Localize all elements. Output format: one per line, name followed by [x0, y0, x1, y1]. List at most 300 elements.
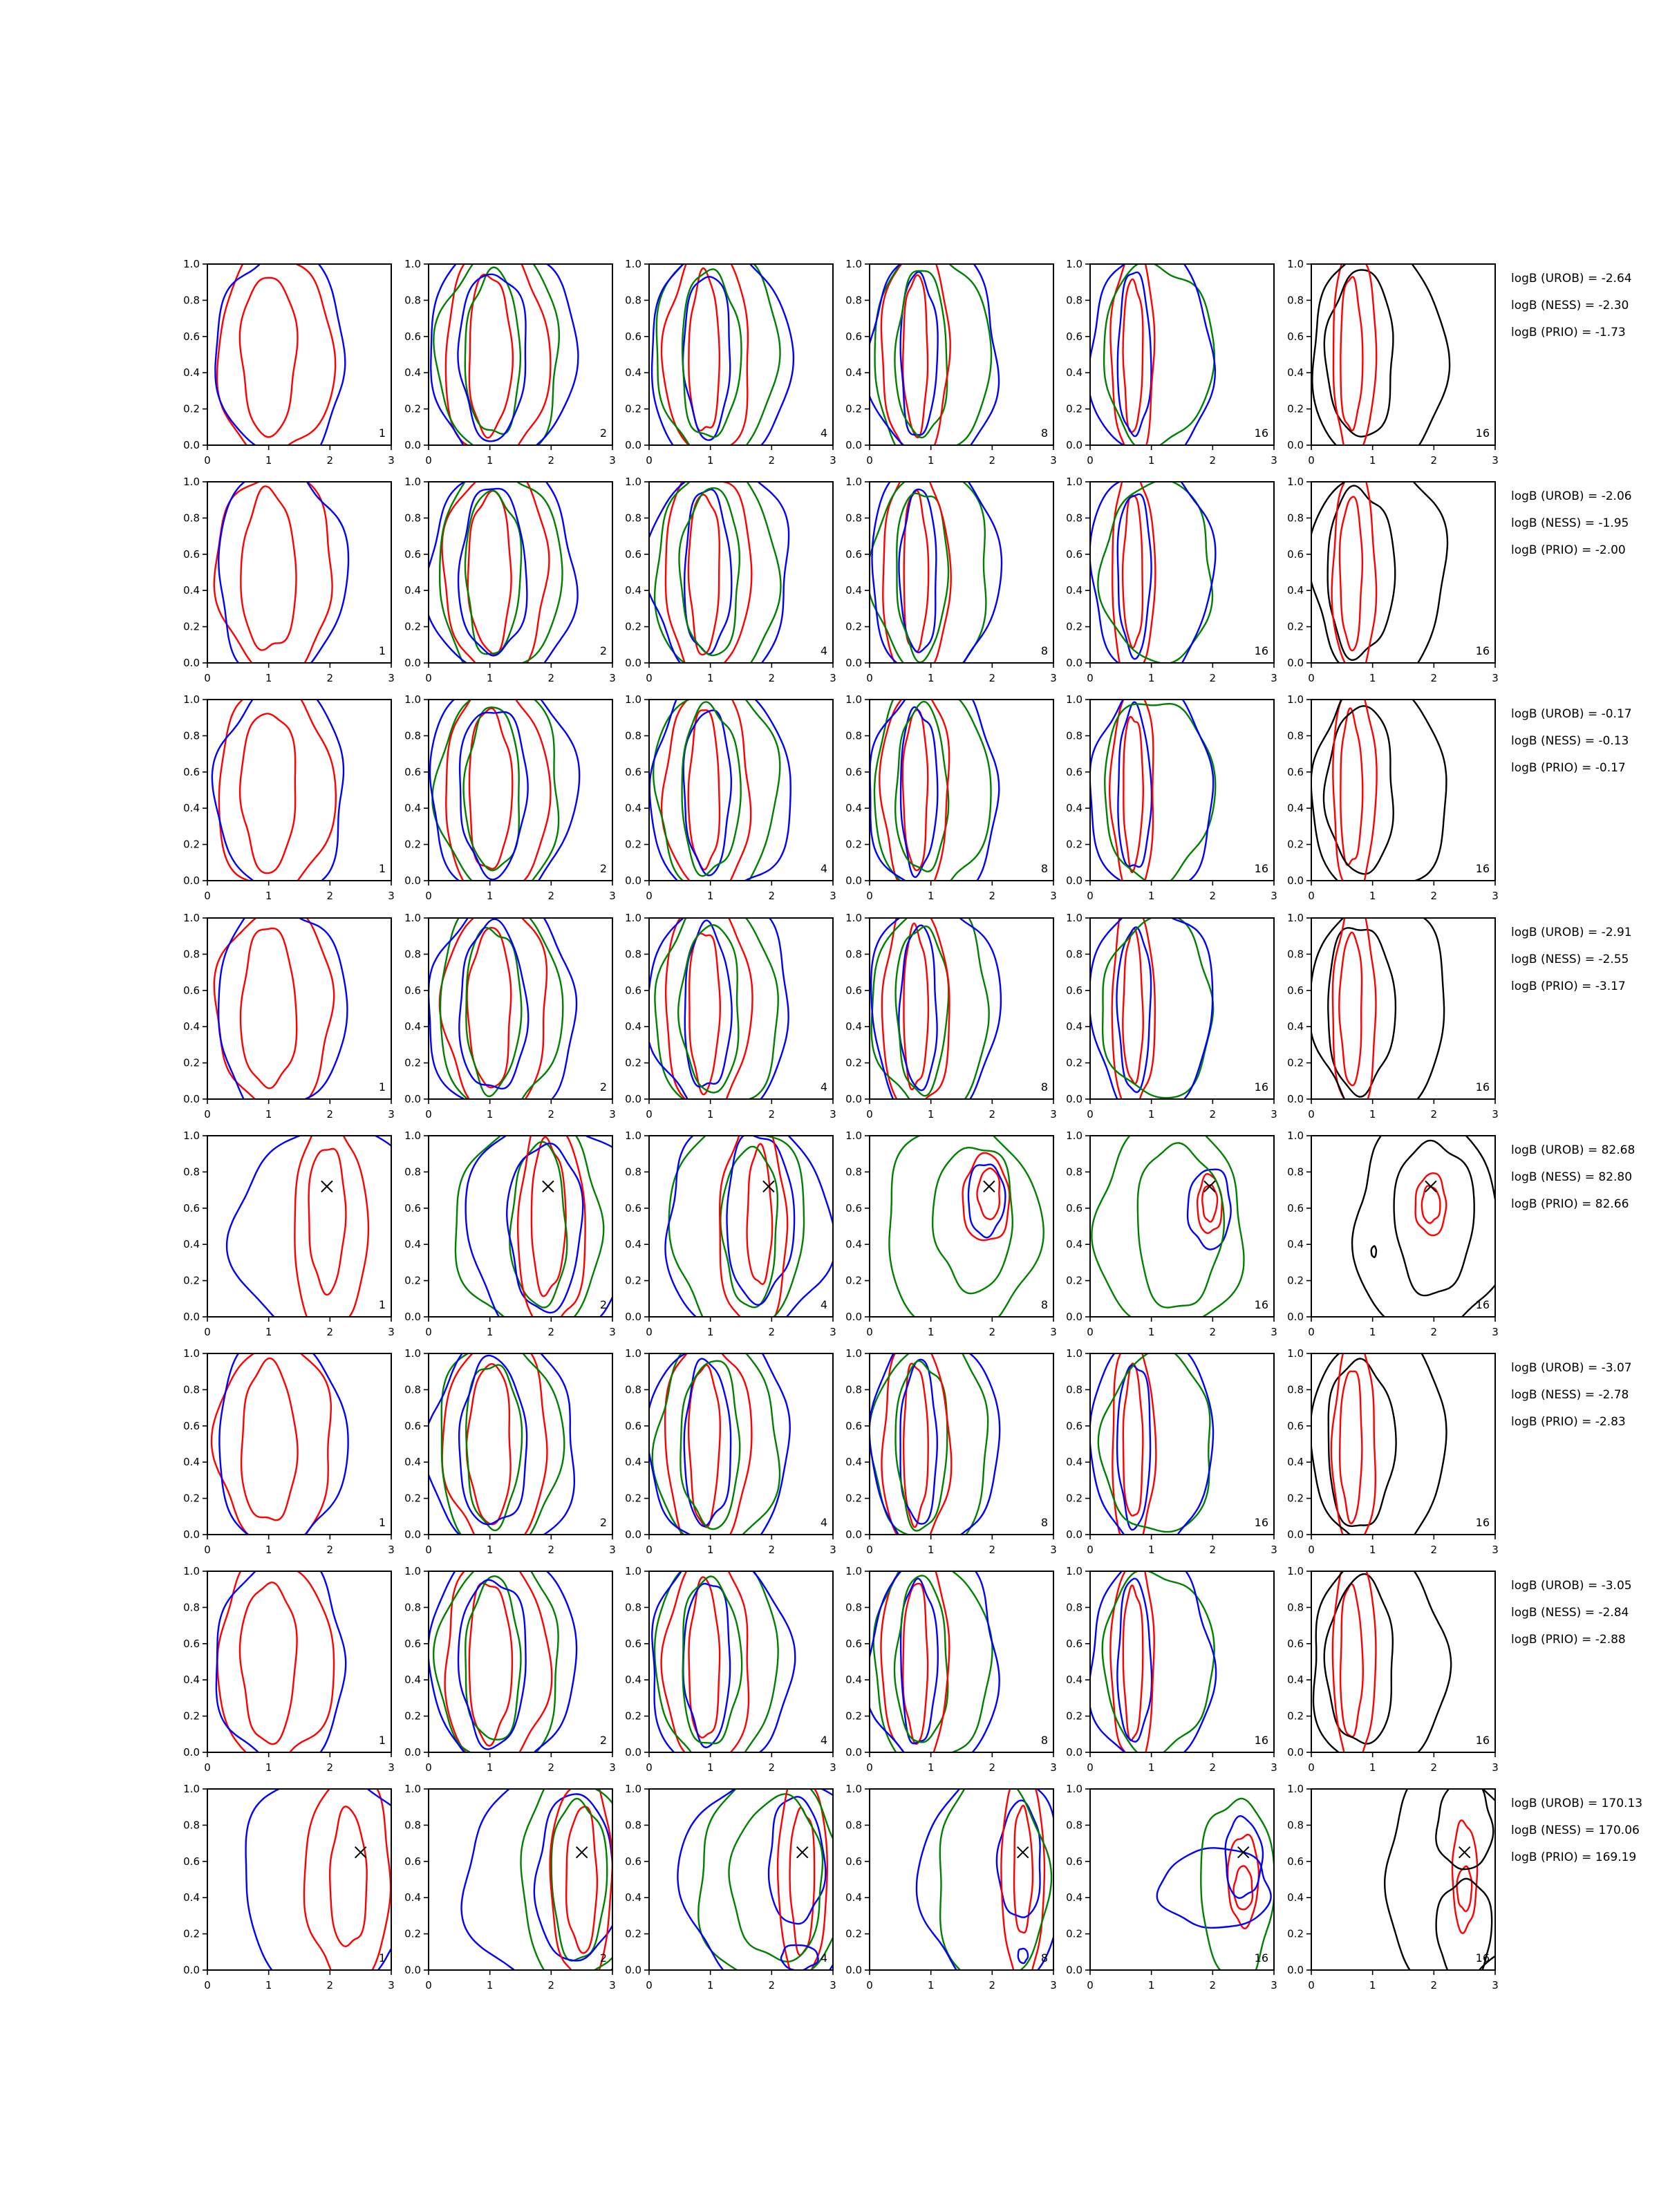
panel-r8-c5	[1066, 1783, 1277, 1991]
panel-r2-c1	[183, 465, 395, 684]
y-tick-label: 0.0	[1287, 439, 1304, 451]
y-tick-label: 0.6	[1287, 1637, 1304, 1650]
contour-line-red	[903, 924, 928, 1089]
y-tick-label: 0.2	[1287, 1927, 1304, 1940]
contour-line-blue	[650, 677, 791, 900]
panel-column-label: 16	[1254, 644, 1268, 657]
y-tick-label: 0.2	[625, 620, 641, 633]
y-tick-label: 0.2	[183, 1056, 200, 1069]
y-tick-label: 1.0	[625, 1347, 641, 1360]
y-tick-label: 0.6	[1287, 984, 1304, 997]
y-tick-label: 0.6	[845, 1855, 862, 1868]
y-tick-label: 0.6	[404, 1855, 421, 1868]
contour-group	[227, 1113, 423, 1344]
x-tick-label: 1	[706, 1326, 714, 1338]
y-tick-label: 0.6	[845, 547, 862, 561]
panel-r6-c5	[1066, 1337, 1277, 1559]
x-tick-label: 3	[609, 1761, 616, 1774]
y-tick-label: 0.8	[845, 294, 862, 307]
logb-annotation: logB (UROB) = -3.07	[1511, 1361, 1632, 1375]
contour-line-red	[1228, 1835, 1259, 1929]
x-tick-label: 3	[388, 1761, 395, 1774]
y-tick-label: 0.2	[625, 402, 641, 415]
contour-group	[869, 1334, 1000, 1562]
y-tick-label: 0.2	[404, 1492, 421, 1505]
x-tick-label: 1	[486, 1108, 494, 1121]
x-tick-label: 2	[768, 454, 776, 467]
x-tick-label: 2	[988, 1761, 996, 1774]
y-tick-label: 0.8	[1066, 729, 1082, 742]
logb-annotation: logB (NESS) = -0.13	[1511, 734, 1629, 748]
panel-column-label: 16	[1475, 1080, 1490, 1094]
y-tick-label: 0.8	[1287, 1165, 1304, 1179]
panel-r5-c2	[404, 1116, 639, 1338]
logb-annotation: logB (UROB) = 82.68	[1511, 1143, 1635, 1157]
x-tick-label: 0	[425, 1761, 432, 1774]
y-tick-label: 0.8	[183, 512, 200, 525]
x-tick-label: 1	[1369, 672, 1376, 684]
x-tick-label: 1	[1147, 1108, 1155, 1121]
y-tick-label: 1.0	[1066, 1347, 1082, 1360]
truth-marker	[797, 1847, 808, 1858]
logb-annotation: logB (PRIO) = -0.17	[1511, 761, 1626, 775]
axes-frame	[207, 1571, 391, 1752]
x-tick-label: 2	[547, 890, 555, 902]
panel-r2-c2	[404, 459, 616, 684]
contour-line-red	[1112, 901, 1155, 1117]
y-tick-label: 0.8	[404, 948, 421, 961]
contour-line-green	[720, 1147, 777, 1308]
logb-annotation: logB (PRIO) = -2.83	[1511, 1415, 1626, 1429]
y-tick-label: 0.6	[1287, 1855, 1304, 1868]
y-tick-label: 0.0	[845, 439, 862, 451]
y-tick-label: 0.4	[1287, 1891, 1304, 1904]
contour-line-red	[977, 1168, 1000, 1219]
y-tick-label: 0.0	[1066, 874, 1082, 887]
contour-group	[246, 1768, 424, 1989]
contour-line-blue	[646, 1333, 789, 1559]
x-tick-label: 2	[768, 1979, 776, 1991]
y-tick-label: 0.2	[845, 1492, 862, 1505]
contour-group	[1385, 1770, 1521, 1990]
y-tick-label: 0.0	[404, 1746, 421, 1759]
x-tick-label: 2	[326, 1544, 334, 1556]
y-tick-label: 1.0	[1287, 912, 1304, 924]
y-tick-label: 0.4	[625, 1020, 641, 1033]
panel-column-label: 2	[599, 1080, 607, 1094]
panel-r7-c4	[845, 1551, 1057, 1774]
contour-group	[212, 1342, 348, 1555]
contour-group	[429, 894, 577, 1119]
y-tick-label: 0.8	[845, 1383, 862, 1396]
contour-line-blue	[428, 1556, 577, 1780]
panel-column-label: 1	[378, 862, 386, 875]
y-tick-label: 0.2	[625, 1492, 641, 1505]
y-tick-label: 0.2	[183, 1927, 200, 1940]
panel-column-label: 8	[1040, 1080, 1048, 1094]
y-tick-label: 0.6	[625, 547, 641, 561]
x-tick-label: 1	[1147, 672, 1155, 684]
contour-line-blue	[1088, 243, 1215, 458]
panel-r1-c5	[1066, 243, 1277, 467]
x-tick-label: 0	[646, 1108, 653, 1121]
y-tick-label: 0.6	[1287, 547, 1304, 561]
contour-line-blue	[997, 1801, 1040, 1918]
y-tick-label: 0.4	[845, 1456, 862, 1469]
panel-r3-c6	[1287, 675, 1499, 902]
x-tick-label: 0	[1308, 1761, 1315, 1774]
panel-column-label: 2	[599, 1734, 607, 1747]
x-tick-label: 1	[1147, 1761, 1155, 1774]
y-tick-label: 0.8	[404, 1819, 421, 1832]
y-tick-label: 0.0	[1066, 1093, 1082, 1105]
y-tick-label: 1.0	[1287, 693, 1304, 706]
contour-line-blue	[246, 1768, 424, 1987]
y-tick-label: 0.2	[183, 620, 200, 633]
y-tick-label: 0.2	[625, 838, 641, 851]
x-tick-label: 2	[1209, 1326, 1217, 1338]
panel-column-label: 16	[1475, 1734, 1490, 1747]
x-tick-label: 3	[830, 1979, 836, 1991]
contour-group	[652, 1547, 795, 1777]
contour-group	[214, 465, 348, 679]
contour-line-green	[669, 1123, 804, 1336]
contour-line-red	[689, 1577, 720, 1737]
y-tick-label: 0.2	[1066, 1709, 1082, 1723]
contour-line-blue	[1089, 1344, 1213, 1559]
contour-line-blue	[1089, 1553, 1216, 1763]
x-tick-label: 2	[1430, 1326, 1438, 1338]
y-tick-label: 0.8	[1287, 1601, 1304, 1614]
x-tick-label: 3	[388, 1544, 395, 1556]
y-tick-label: 0.8	[1066, 1819, 1082, 1832]
y-tick-label: 0.4	[183, 1020, 200, 1033]
contour-line-red	[1457, 1866, 1472, 1911]
contour-line-blue	[866, 1551, 1000, 1769]
y-tick-label: 0.4	[1287, 1238, 1304, 1251]
panel-column-label: 1	[378, 1734, 386, 1747]
y-tick-label: 0.2	[845, 402, 862, 415]
y-tick-label: 0.2	[404, 838, 421, 851]
contour-line-green	[1103, 915, 1213, 1098]
x-tick-label: 1	[265, 672, 272, 684]
x-tick-label: 3	[609, 672, 616, 684]
contour-line-blue	[1117, 1365, 1150, 1530]
x-tick-label: 3	[609, 454, 616, 467]
x-tick-label: 1	[1369, 890, 1376, 902]
contour-line-blue	[227, 1125, 423, 1344]
x-tick-label: 3	[609, 1979, 616, 1991]
panel-r6-c4	[845, 1334, 1057, 1562]
contour-line-blue	[683, 276, 730, 440]
y-tick-label: 0.4	[1066, 1456, 1082, 1469]
y-tick-label: 0.0	[404, 1964, 421, 1976]
panel-r7-c2	[404, 1551, 616, 1780]
panel-column-label: 16	[1254, 862, 1268, 875]
x-tick-label: 1	[265, 890, 272, 902]
y-tick-label: 1.0	[625, 693, 641, 706]
x-tick-label: 3	[1271, 890, 1277, 902]
contour-line-green	[552, 1799, 608, 1961]
logb-annotation: logB (NESS) = 82.80	[1511, 1170, 1633, 1184]
x-tick-label: 2	[1209, 672, 1217, 684]
x-tick-label: 2	[768, 1326, 776, 1338]
logb-annotation: logB (NESS) = -2.30	[1511, 299, 1629, 312]
y-tick-label: 0.8	[625, 512, 641, 525]
contour-group	[214, 899, 348, 1119]
y-tick-label: 0.6	[625, 1419, 641, 1432]
x-tick-label: 2	[326, 1979, 334, 1991]
contour-group	[917, 1768, 1059, 1994]
contour-line-red	[1422, 1186, 1441, 1224]
x-tick-label: 3	[388, 890, 395, 902]
panel-column-label: 2	[599, 1951, 607, 1965]
y-tick-label: 0.6	[1287, 330, 1304, 343]
truth-marker	[577, 1847, 588, 1858]
y-tick-label: 0.0	[1287, 1528, 1304, 1541]
contour-line-red	[330, 1806, 366, 1946]
y-tick-label: 0.4	[183, 366, 200, 379]
y-tick-label: 0.4	[183, 1238, 200, 1251]
x-tick-label: 0	[1087, 1979, 1094, 1991]
y-tick-label: 1.0	[1066, 693, 1082, 706]
y-tick-label: 0.4	[404, 1020, 421, 1033]
y-tick-label: 0.0	[1287, 1746, 1304, 1759]
y-tick-label: 0.6	[183, 1637, 200, 1650]
x-tick-label: 3	[388, 672, 395, 684]
contour-line-red	[1331, 1334, 1376, 1544]
y-tick-label: 1.0	[183, 1783, 200, 1795]
y-tick-label: 0.2	[625, 1927, 641, 1940]
contour-group	[866, 1551, 1000, 1774]
y-tick-label: 0.6	[625, 1637, 641, 1650]
x-tick-label: 1	[486, 890, 494, 902]
x-tick-label: 1	[265, 454, 272, 467]
y-tick-label: 1.0	[845, 1783, 862, 1795]
x-tick-label: 0	[866, 1979, 873, 1991]
y-tick-label: 0.8	[1066, 1601, 1082, 1614]
x-tick-label: 0	[425, 1544, 432, 1556]
y-tick-label: 0.6	[404, 984, 421, 997]
x-tick-label: 1	[486, 1544, 494, 1556]
x-tick-label: 1	[706, 1108, 714, 1121]
contour-line-blue	[683, 1584, 730, 1747]
logb-annotation: logB (UROB) = -3.05	[1511, 1579, 1632, 1593]
x-tick-label: 2	[1430, 1761, 1438, 1774]
y-tick-label: 0.0	[404, 874, 421, 887]
contour-line-red	[219, 686, 336, 891]
y-tick-label: 0.0	[404, 1311, 421, 1323]
x-tick-label: 1	[706, 1979, 714, 1991]
y-tick-label: 0.2	[183, 838, 200, 851]
contour-line-green	[521, 1772, 633, 1990]
x-tick-label: 1	[927, 1108, 935, 1121]
x-tick-label: 3	[1492, 1544, 1499, 1556]
y-tick-label: 0.8	[404, 1165, 421, 1179]
y-tick-label: 0.4	[1287, 1674, 1304, 1687]
y-tick-label: 0.8	[845, 1819, 862, 1832]
contour-line-red	[1452, 1820, 1477, 1933]
y-tick-label: 0.8	[625, 1165, 641, 1179]
y-tick-label: 0.8	[845, 1601, 862, 1614]
contour-line-blue	[459, 919, 528, 1089]
y-tick-label: 1.0	[845, 693, 862, 706]
contour-group	[868, 459, 1002, 688]
x-tick-label: 3	[609, 890, 616, 902]
y-tick-label: 1.0	[1287, 1347, 1304, 1360]
panel-column-label: 2	[599, 862, 607, 875]
y-tick-label: 0.6	[1287, 765, 1304, 778]
y-tick-label: 0.0	[183, 657, 200, 669]
y-tick-label: 0.0	[1066, 1311, 1082, 1323]
x-tick-label: 0	[1087, 672, 1094, 684]
y-tick-label: 0.6	[625, 984, 641, 997]
panel-r3-c4	[845, 677, 1057, 902]
contour-line-red	[1340, 1584, 1363, 1737]
y-tick-label: 0.6	[625, 1855, 641, 1868]
contour-line-blue	[684, 711, 731, 876]
y-tick-label: 0.6	[183, 1419, 200, 1432]
panel-r5-c5	[1066, 1117, 1277, 1338]
y-tick-label: 0.8	[1066, 512, 1082, 525]
y-tick-label: 0.8	[1066, 294, 1082, 307]
y-tick-label: 0.8	[1287, 294, 1304, 307]
x-tick-label: 3	[1492, 1108, 1499, 1121]
y-tick-label: 0.8	[625, 294, 641, 307]
y-tick-label: 0.0	[183, 439, 200, 451]
contour-line-red	[566, 1807, 597, 1953]
x-tick-label: 0	[1087, 1326, 1094, 1338]
x-tick-label: 0	[646, 454, 653, 467]
y-tick-label: 0.4	[625, 1891, 641, 1904]
y-tick-label: 0.8	[625, 1819, 641, 1832]
y-tick-label: 0.8	[404, 1383, 421, 1396]
x-tick-label: 1	[927, 672, 935, 684]
y-tick-label: 0.0	[183, 1964, 200, 1976]
y-tick-label: 0.0	[1066, 1746, 1082, 1759]
contour-line-red	[446, 247, 551, 460]
x-tick-label: 2	[326, 1108, 334, 1121]
y-tick-label: 1.0	[404, 693, 421, 706]
panel-column-label: 16	[1475, 1298, 1490, 1311]
x-tick-label: 1	[265, 1979, 272, 1991]
y-tick-label: 1.0	[404, 476, 421, 488]
panel-r6-c1	[183, 1342, 395, 1556]
logb-annotation: logB (PRIO) = 82.66	[1511, 1197, 1629, 1211]
y-tick-label: 0.6	[845, 1201, 862, 1215]
truth-marker	[1238, 1847, 1249, 1858]
contour-line-red	[1123, 717, 1143, 872]
x-tick-label: 3	[1050, 1544, 1057, 1556]
panel-column-label: 1	[378, 427, 386, 440]
x-tick-label: 3	[609, 1544, 616, 1556]
y-tick-label: 0.8	[1287, 1383, 1304, 1396]
x-tick-label: 1	[486, 672, 494, 684]
contour-group	[644, 460, 789, 686]
x-tick-label: 0	[646, 1979, 653, 1991]
x-tick-label: 0	[1308, 672, 1315, 684]
y-tick-label: 0.8	[183, 1383, 200, 1396]
y-tick-label: 0.8	[1066, 948, 1082, 961]
contour-line-green	[940, 1769, 1051, 1981]
y-tick-label: 0.6	[183, 984, 200, 997]
y-tick-label: 0.8	[845, 1165, 862, 1179]
panel-column-label: 16	[1475, 644, 1490, 657]
panel-column-label: 8	[1040, 1951, 1048, 1965]
panel-r4-c4	[845, 898, 1057, 1121]
logb-annotation: logB (NESS) = -2.84	[1511, 1606, 1629, 1620]
logb-annotation: logB (PRIO) = -2.00	[1511, 543, 1626, 557]
panel-r2-c5	[1066, 460, 1277, 684]
contour-line-red	[881, 1556, 949, 1774]
contour-line-blue	[458, 274, 525, 442]
x-tick-label: 3	[1492, 1326, 1499, 1338]
contour-group	[1312, 238, 1450, 469]
panel-r4-c1	[183, 899, 395, 1121]
x-tick-label: 1	[706, 1761, 714, 1774]
contour-line-red	[688, 1365, 720, 1528]
y-tick-label: 0.2	[1066, 1492, 1082, 1505]
contour-line-blue	[1116, 927, 1151, 1092]
x-tick-label: 0	[425, 1326, 432, 1338]
contour-line-blue	[1157, 1848, 1271, 1928]
axes-frame	[1311, 1571, 1495, 1752]
contour-line-green	[466, 928, 521, 1096]
y-tick-label: 0.0	[404, 1093, 421, 1105]
contour-line-blue	[647, 905, 789, 1123]
contour-group	[1090, 460, 1216, 683]
axes-frame	[429, 1789, 612, 1970]
y-tick-label: 0.4	[1066, 584, 1082, 597]
axes-frame	[1311, 1136, 1495, 1317]
y-tick-label: 0.6	[625, 330, 641, 343]
contour-line-green	[678, 925, 738, 1092]
panel-r6-c2	[404, 1331, 616, 1556]
y-tick-label: 0.4	[625, 1456, 641, 1469]
contour-line-black	[1308, 464, 1447, 684]
x-tick-label: 0	[866, 1108, 873, 1121]
x-tick-label: 1	[927, 454, 935, 467]
y-tick-label: 0.6	[404, 1201, 421, 1215]
x-tick-label: 1	[927, 1761, 935, 1774]
x-tick-label: 2	[1209, 1761, 1217, 1774]
y-tick-label: 0.8	[1287, 512, 1304, 525]
y-tick-label: 0.2	[183, 1709, 200, 1723]
y-tick-label: 0.8	[404, 512, 421, 525]
x-tick-label: 1	[927, 1979, 935, 1991]
y-tick-label: 0.0	[183, 1311, 200, 1323]
axes-frame	[870, 918, 1053, 1099]
y-tick-label: 0.6	[404, 330, 421, 343]
y-tick-label: 0.6	[1287, 1201, 1304, 1215]
contour-line-red	[1340, 1371, 1362, 1524]
y-tick-label: 0.8	[625, 948, 641, 961]
y-tick-label: 0.2	[1066, 1927, 1082, 1940]
y-tick-label: 0.0	[845, 1093, 862, 1105]
x-tick-label: 3	[1492, 890, 1499, 902]
y-tick-label: 1.0	[404, 912, 421, 924]
y-tick-label: 0.2	[1066, 838, 1082, 851]
y-tick-label: 0.6	[845, 330, 862, 343]
y-tick-label: 0.4	[404, 1674, 421, 1687]
y-tick-label: 1.0	[1066, 258, 1082, 270]
x-tick-label: 3	[1050, 1761, 1057, 1774]
logb-annotation: logB (PRIO) = -2.88	[1511, 1633, 1626, 1647]
contour-line-black	[1311, 675, 1447, 896]
panel-column-label: 2	[599, 427, 607, 440]
x-tick-label: 3	[1271, 1326, 1277, 1338]
x-tick-label: 3	[830, 672, 836, 684]
